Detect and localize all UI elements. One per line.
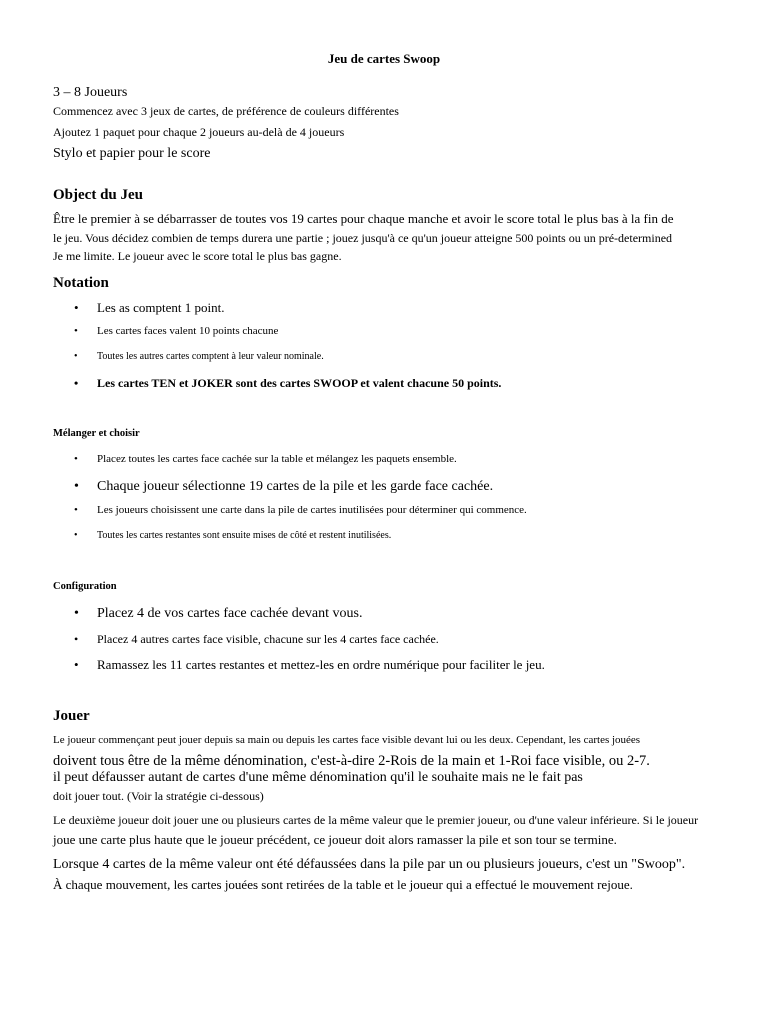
play-line: doit jouer tout. (Voir la stratégie ci-dessous): [53, 789, 264, 803]
list-item: [74, 480, 493, 494]
play-line: joue une carte plus haute que le joueur précédent, ce joueur doit alors ramasser la pile et son tour se termine.: [53, 832, 617, 847]
play-heading: Jouer: [53, 708, 90, 724]
page-title: Jeu de cartes Swoop: [327, 51, 441, 66]
list-item: [74, 531, 391, 541]
list-item-text: Les cartes faces valent 10 points chacune: [97, 325, 279, 337]
extra-deck-line: Ajoutez 1 paquet pour chaque 2 joueurs au-delà de 4 joueurs: [53, 125, 345, 139]
object-line: Être le premier à se débarrasser de toutes vos 19 cartes pour chaque manche et avoir le score total le plus bas à la fin de: [53, 211, 674, 226]
configuration-heading: Configuration: [53, 581, 117, 592]
list-item: [74, 377, 501, 389]
bullet-icon: [74, 377, 97, 389]
list-item-text: Ramassez les 11 cartes restantes et mettez-les en ordre numérique pour faciliter le jeu.: [97, 657, 545, 672]
players-line: 3 – 8 Joueurs: [53, 85, 128, 100]
list-item-text: Toutes les cartes restantes sont ensuite mises de côté et restent inutilisées.: [97, 530, 392, 541]
list-item-text: Les joueurs choisissent une carte dans la pile de cartes inutilisées pour déterminer qui commence.: [97, 504, 527, 516]
list-item-text: Placez toutes les cartes face cachée sur la table et mélangez les paquets ensemble.: [97, 453, 457, 465]
object-heading: Object du Jeu: [53, 187, 143, 203]
shuffle-heading: Mélanger et choisir: [53, 428, 140, 439]
bullet-icon: [74, 658, 97, 671]
decks-line: Commencez avec 3 jeux de cartes, de préférence de couleurs différentes: [53, 104, 399, 118]
bullet-icon: [74, 301, 97, 314]
object-line: Je me limite. Le joueur avec le score total le plus bas gagne.: [53, 249, 342, 263]
play-line: Le joueur commençant peut jouer depuis sa main ou depuis les cartes face visible devant lui ou les deux. Cependant, les cartes jouées: [53, 734, 641, 746]
list-item: [74, 454, 457, 465]
object-line: le jeu. Vous décidez combien de temps durera une partie ; jouez jusqu'à ce qu'un joueur atteigne 500 points ou un pré-determined: [53, 231, 673, 245]
bullet-icon: [74, 352, 97, 362]
list-item-text: Les cartes TEN et JOKER sont des cartes SWOOP et valent chacune 50 points.: [97, 376, 502, 390]
list-item: [74, 633, 439, 645]
bullet-icon: [74, 505, 97, 516]
bullet-icon: [74, 531, 97, 541]
list-item: [74, 301, 224, 314]
list-item-text: Placez 4 autres cartes face visible, chacune sur les 4 cartes face cachée.: [97, 632, 439, 646]
pen-line: Stylo et papier pour le score: [53, 146, 211, 161]
list-item: [74, 505, 527, 516]
list-item-text: Toutes les autres cartes comptent à leur valeur nominale.: [97, 351, 324, 362]
play-line: Lorsque 4 cartes de la même valeur ont été défaussées dans la pile par un ou plusieurs joueurs, c'est un "Swoop".: [53, 857, 686, 872]
list-item: [74, 607, 362, 621]
play-line: Le deuxième joueur doit jouer une ou plusieurs cartes de la même valeur que le premier joueur, ou d'une valeur inférieure. Si le joueur: [53, 813, 699, 827]
play-line: doivent tous être de la même dénomination, c'est-à-dire 2-Rois de la main et 1-Roi face visible, ou 2-7.: [53, 753, 650, 769]
bullet-icon: [74, 454, 97, 465]
play-line: À chaque mouvement, les cartes jouées sont retirées de la table et le joueur qui a effectué le mouvement rejoue.: [53, 877, 633, 892]
list-item: [74, 352, 324, 362]
list-item-text: Les as comptent 1 point.: [97, 300, 225, 315]
list-item-text: Chaque joueur sélectionne 19 cartes de la pile et les garde face cachée.: [97, 479, 494, 494]
bullet-icon: [74, 607, 97, 621]
bullet-icon: [74, 633, 97, 645]
notation-heading: Notation: [53, 275, 109, 291]
list-item: [74, 326, 278, 337]
bullet-icon: [74, 326, 97, 337]
list-item-text: Placez 4 de vos cartes face cachée devant vous.: [97, 606, 363, 621]
play-line: il peut défausser autant de cartes d'une même dénomination qu'il le souhaite mais ne le fait pas: [53, 770, 583, 785]
bullet-icon: [74, 480, 97, 494]
list-item: [74, 658, 545, 671]
